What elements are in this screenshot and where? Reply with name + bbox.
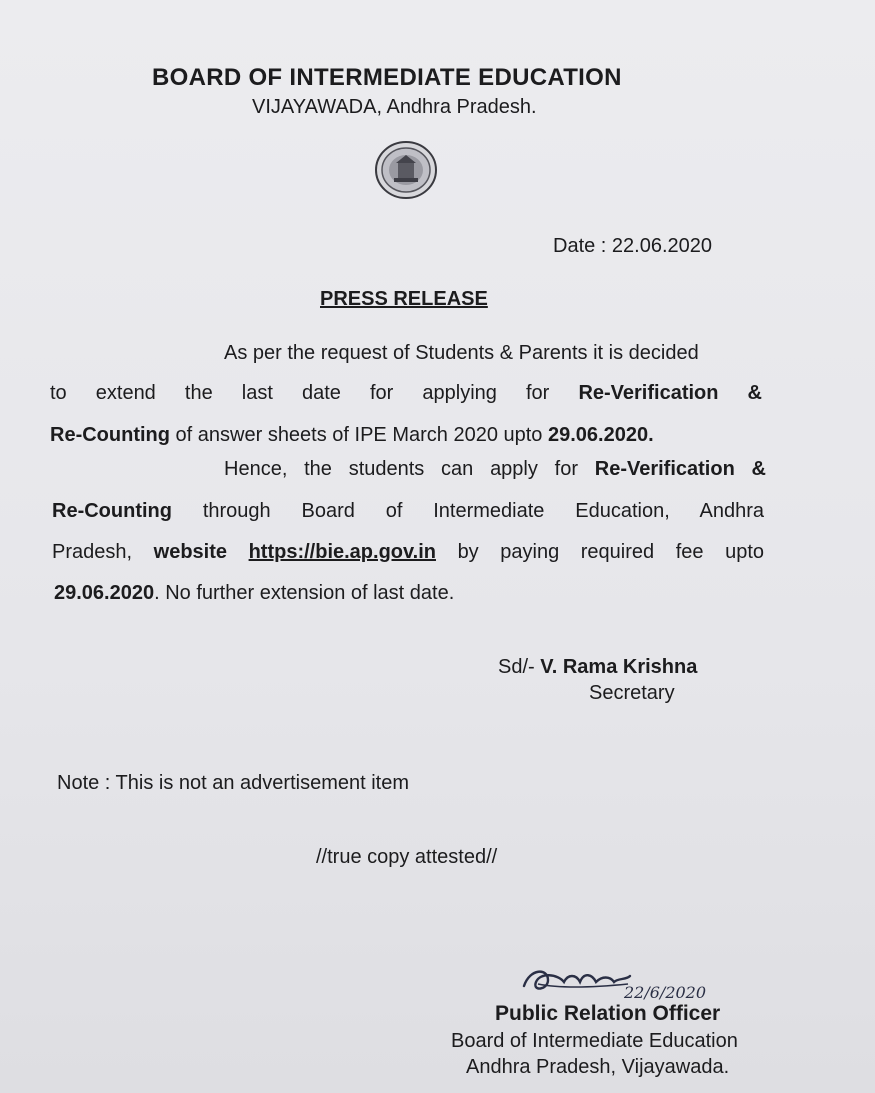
para1-line1: As per the request of Students & Parents it is decided xyxy=(224,342,699,364)
release-date: Date : 22.06.2020 xyxy=(553,235,713,257)
page-title: PRESS RELEASE xyxy=(320,288,488,310)
board-seal-emblem xyxy=(374,140,438,200)
officer-place: Andhra Pradesh, Vijayawada. xyxy=(466,1056,730,1078)
para2-line2: Re-Counting through Board of Intermediate Education, Andhra xyxy=(52,500,764,522)
attestation-text: //true copy attested// xyxy=(316,846,498,868)
para1-line3: Re-Counting of answer sheets of IPE March 2020 upto 29.06.2020. xyxy=(50,424,654,446)
signatory-line: Sd/- V. Rama Krishna xyxy=(498,656,698,678)
signature-date: 22/6/2020 xyxy=(624,983,707,1002)
signatory-title: Secretary xyxy=(589,682,675,704)
note-text: Note : This is not an advertisement item xyxy=(57,772,410,794)
org-name: BOARD OF INTERMEDIATE EDUCATION xyxy=(152,64,622,91)
website-link[interactable]: https://bie.ap.gov.in xyxy=(248,541,436,563)
para2-line3: Pradesh, website https://bie.ap.gov.in by paying required fee upto xyxy=(52,541,764,563)
officer-title: Public Relation Officer xyxy=(495,1002,721,1025)
para1-line2: to extend the last date for applying for Re-Verification & xyxy=(50,382,763,404)
para2-line4: 29.06.2020. No further extension of last date. xyxy=(54,582,455,604)
officer-org: Board of Intermediate Education xyxy=(451,1030,738,1052)
para2-line1: Hence, the students can apply for Re-Verification & xyxy=(224,458,766,480)
handwritten-signature xyxy=(518,962,748,1006)
org-place: VIJAYAWADA, Andhra Pradesh. xyxy=(252,96,537,118)
